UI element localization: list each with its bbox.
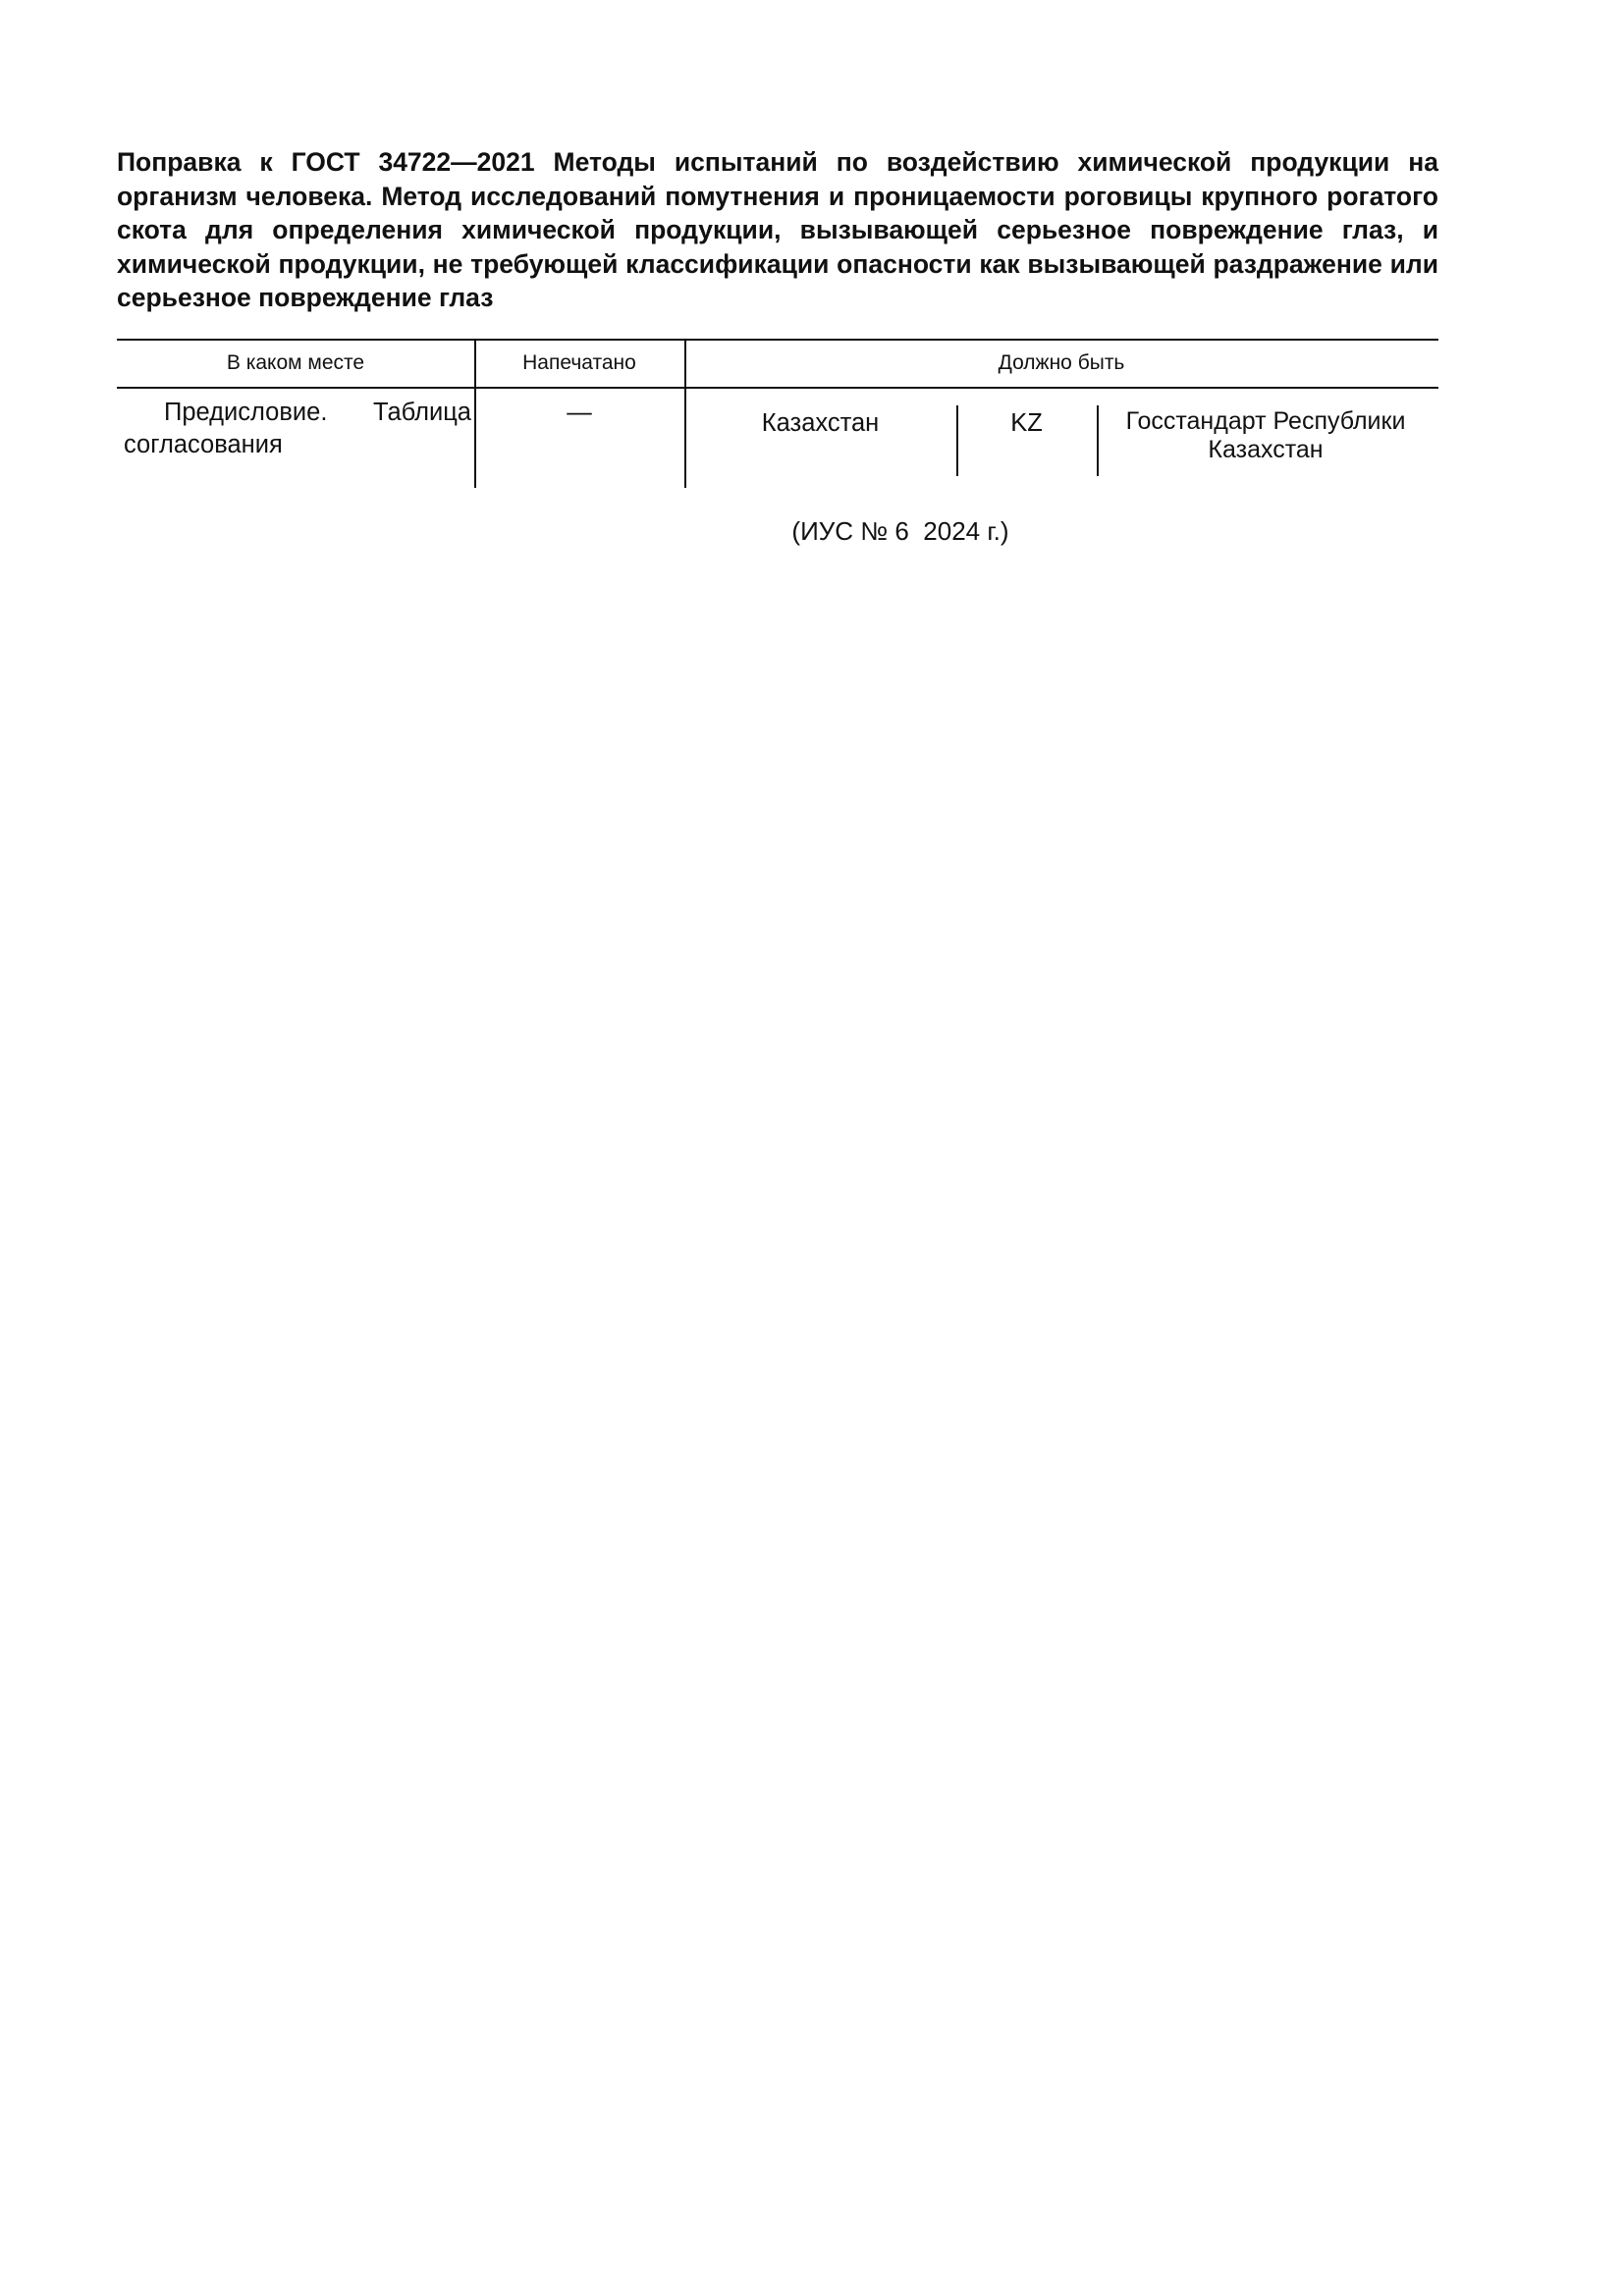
header-should-be: Должно быть: [998, 351, 1125, 374]
document-title: Поправка к ГОСТ 34722—2021 Методы испытаний по воздействию химической продукции на организм человека. Метод исследований помутнения и проницаемости роговицы крупного рогатого скота для определения химической продукции, вызывающей серьезное повреждение глаз, и химической продукции, не требующей классификации опасности как вызывающей раздражение или серьезное повреждение глаз: [117, 147, 1438, 312]
issue-reference: (ИУС № 6 2024 г.): [791, 516, 1009, 546]
header-where: В каком месте: [226, 351, 365, 374]
row-printed: —: [567, 399, 592, 426]
table-header-rule: [117, 387, 1438, 389]
amendment-table: [117, 339, 1438, 488]
table-top-rule: [117, 339, 1438, 341]
header-printed: Напечатано: [522, 351, 636, 374]
row-code: KZ: [1010, 409, 1043, 437]
subcolumn-divider-code-org: [1097, 405, 1099, 476]
row-where: [124, 397, 471, 461]
row-organization: Госстандарт Республики Казахстан: [1125, 407, 1406, 463]
row-where-text: Предисловие. Таблица согласования: [124, 399, 471, 458]
row-country: Казахстан: [761, 409, 880, 437]
